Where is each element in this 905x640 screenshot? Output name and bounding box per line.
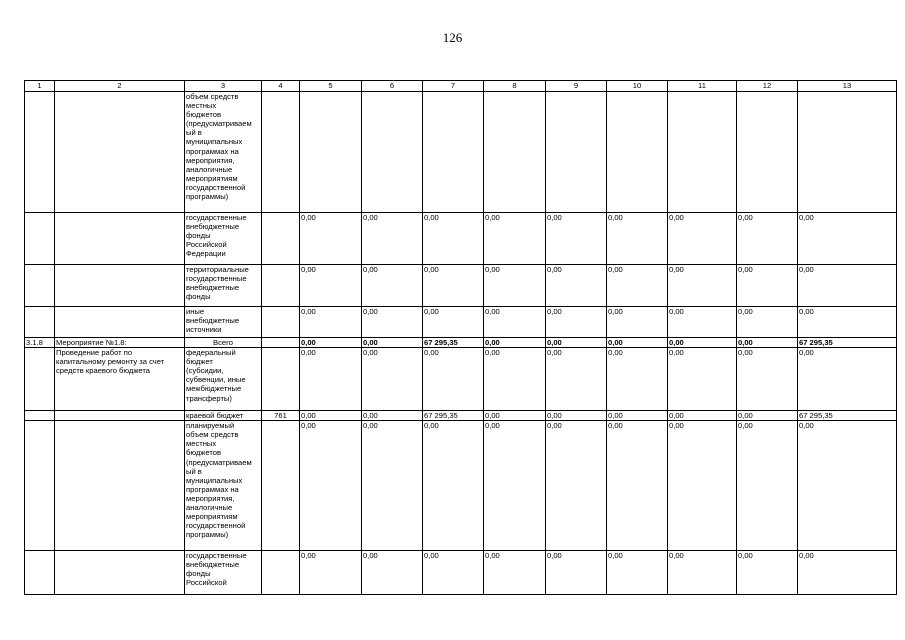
amount-cell: 0,00 [300, 265, 362, 307]
budget-code [262, 213, 300, 265]
amount-cell [798, 92, 897, 213]
amount-cell: 0,00 [607, 348, 668, 411]
amount-cell: 0,00 [546, 213, 607, 265]
amount-cell: 0,00 [668, 411, 737, 421]
activity-name [55, 411, 185, 421]
amount-cell: 0,00 [546, 551, 607, 595]
amount-cell: 0,00 [546, 265, 607, 307]
funding-source: планируемый объем средств местных бюджетов (предусматриваем ый в муниципальных программах на мероприятия, аналогичные мероприятиям государственной программы) [185, 421, 262, 551]
column-number: 13 [798, 81, 897, 92]
budget-code [262, 421, 300, 551]
amount-cell: 0,00 [423, 551, 484, 595]
amount-cell [423, 92, 484, 213]
row-code: 3.1.8 [25, 338, 55, 348]
amount-cell: 0,00 [300, 348, 362, 411]
column-number: 4 [262, 81, 300, 92]
row-code [25, 307, 55, 338]
funding-source: государственные внебюджетные фонды Российской Федерации [185, 213, 262, 265]
amount-cell: 0,00 [607, 213, 668, 265]
amount-cell: 0,00 [737, 338, 798, 348]
amount-cell [607, 92, 668, 213]
amount-cell [668, 92, 737, 213]
amount-cell: 0,00 [668, 307, 737, 338]
table-row [25, 92, 897, 213]
amount-cell [362, 92, 423, 213]
amount-cell: 0,00 [546, 307, 607, 338]
activity-name: Проведение работ по капитальному ремонту за счет средств краевого бюджета [55, 348, 185, 411]
amount-cell: 0,00 [300, 307, 362, 338]
amount-cell: 0,00 [668, 348, 737, 411]
amount-cell: 67 295,35 [798, 338, 897, 348]
amount-cell: 0,00 [668, 265, 737, 307]
amount-cell: 0,00 [737, 348, 798, 411]
amount-cell: 67 295,35 [423, 338, 484, 348]
activity-name [55, 421, 185, 551]
amount-cell: 0,00 [300, 551, 362, 595]
amount-cell: 0,00 [484, 213, 546, 265]
amount-cell: 0,00 [423, 213, 484, 265]
funding-source: иные внебюджетные источники [185, 307, 262, 338]
amount-cell: 0,00 [484, 411, 546, 421]
funding-source: краевой бюджет [185, 411, 262, 421]
amount-cell: 0,00 [607, 338, 668, 348]
amount-cell: 0,00 [607, 265, 668, 307]
amount-cell: 0,00 [362, 338, 423, 348]
column-number: 12 [737, 81, 798, 92]
amount-cell: 0,00 [798, 307, 897, 338]
amount-cell: 0,00 [607, 551, 668, 595]
amount-cell: 0,00 [607, 411, 668, 421]
activity-name [55, 551, 185, 595]
activity-name: Мероприятие №1.8: [55, 338, 185, 348]
budget-code [262, 338, 300, 348]
table-row [25, 265, 897, 307]
row-code [25, 411, 55, 421]
amount-cell: 0,00 [668, 421, 737, 551]
amount-cell: 0,00 [423, 307, 484, 338]
table-row [25, 338, 897, 348]
table-row [25, 421, 897, 551]
activity-name [55, 92, 185, 213]
amount-cell: 0,00 [362, 348, 423, 411]
amount-cell: 0,00 [737, 265, 798, 307]
amount-cell: 0,00 [300, 411, 362, 421]
amount-cell: 0,00 [798, 213, 897, 265]
amount-cell: 0,00 [423, 265, 484, 307]
table-row [25, 348, 897, 411]
row-code [25, 421, 55, 551]
row-code [25, 213, 55, 265]
activity-name [55, 265, 185, 307]
amount-cell: 0,00 [607, 421, 668, 551]
amount-cell: 0,00 [423, 421, 484, 551]
budget-code [262, 348, 300, 411]
amount-cell: 0,00 [798, 348, 897, 411]
column-number: 2 [55, 81, 185, 92]
row-code [25, 551, 55, 595]
budget-code [262, 307, 300, 338]
row-code [25, 92, 55, 213]
amount-cell: 67 295,35 [798, 411, 897, 421]
amount-cell: 0,00 [798, 421, 897, 551]
amount-cell: 0,00 [668, 551, 737, 595]
amount-cell [546, 92, 607, 213]
funding-source: территориальные государственные внебюджетные фонды [185, 265, 262, 307]
amount-cell: 0,00 [300, 338, 362, 348]
column-number: 8 [484, 81, 546, 92]
amount-cell: 0,00 [798, 551, 897, 595]
amount-cell: 67 295,35 [423, 411, 484, 421]
column-number: 7 [423, 81, 484, 92]
column-number: 10 [607, 81, 668, 92]
table-row [25, 213, 897, 265]
amount-cell: 0,00 [484, 265, 546, 307]
amount-cell: 0,00 [737, 421, 798, 551]
amount-cell: 0,00 [300, 213, 362, 265]
amount-cell: 0,00 [362, 411, 423, 421]
table-row [25, 551, 897, 595]
column-number: 9 [546, 81, 607, 92]
funding-source: федеральный бюджет (субсидии, субвенции, иные межбюджетные трансферты) [185, 348, 262, 411]
amount-cell: 0,00 [607, 307, 668, 338]
amount-cell: 0,00 [362, 307, 423, 338]
column-number: 3 [185, 81, 262, 92]
budget-code [262, 92, 300, 213]
funding-source: объем средств местных бюджетов (предусматриваем ый в муниципальных программах на мероприятия, аналогичные мероприятиям государственной программы) [185, 92, 262, 213]
amount-cell [737, 92, 798, 213]
amount-cell: 0,00 [737, 307, 798, 338]
amount-cell: 0,00 [484, 421, 546, 551]
amount-cell: 0,00 [546, 348, 607, 411]
budget-code: 761 [262, 411, 300, 421]
amount-cell: 0,00 [362, 213, 423, 265]
amount-cell: 0,00 [362, 421, 423, 551]
funding-source: Всего [185, 338, 262, 348]
column-number: 1 [25, 81, 55, 92]
column-number: 5 [300, 81, 362, 92]
column-number-row [25, 81, 897, 92]
amount-cell: 0,00 [798, 265, 897, 307]
amount-cell: 0,00 [423, 348, 484, 411]
budget-code [262, 551, 300, 595]
amount-cell [300, 92, 362, 213]
amount-cell: 0,00 [737, 551, 798, 595]
row-code [25, 265, 55, 307]
table-row [25, 411, 897, 421]
amount-cell: 0,00 [737, 411, 798, 421]
budget-table [24, 80, 897, 595]
amount-cell: 0,00 [546, 411, 607, 421]
column-number: 11 [668, 81, 737, 92]
amount-cell: 0,00 [362, 265, 423, 307]
funding-source: государственные внебюджетные фонды Российской [185, 551, 262, 595]
amount-cell: 0,00 [484, 348, 546, 411]
amount-cell: 0,00 [546, 421, 607, 551]
amount-cell: 0,00 [737, 213, 798, 265]
activity-name [55, 213, 185, 265]
row-code [25, 348, 55, 411]
amount-cell: 0,00 [484, 551, 546, 595]
amount-cell: 0,00 [668, 213, 737, 265]
amount-cell: 0,00 [484, 338, 546, 348]
amount-cell: 0,00 [484, 307, 546, 338]
amount-cell: 0,00 [668, 338, 737, 348]
amount-cell [484, 92, 546, 213]
budget-code [262, 265, 300, 307]
amount-cell: 0,00 [300, 421, 362, 551]
amount-cell: 0,00 [362, 551, 423, 595]
amount-cell: 0,00 [546, 338, 607, 348]
column-number: 6 [362, 81, 423, 92]
activity-name [55, 307, 185, 338]
page-number: 126 [442, 30, 463, 45]
table-row [25, 307, 897, 338]
